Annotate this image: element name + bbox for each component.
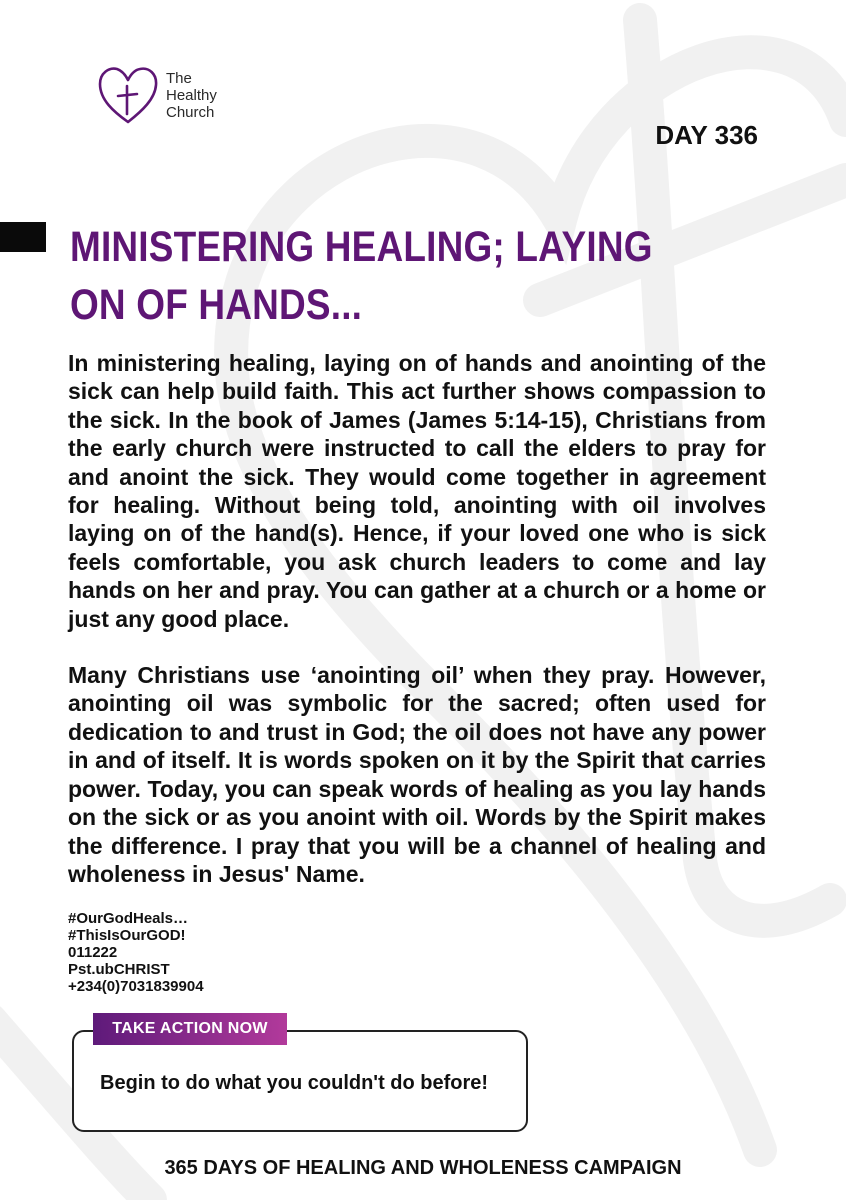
day-label: DAY 336 xyxy=(655,120,758,150)
article-body xyxy=(68,349,766,916)
page-title: MINISTERING HEALING; LAYING ON OF HANDS... xyxy=(70,223,653,329)
body-paragraph: In ministering healing, laying on of hands and anointing of the sick can help build faith. This act further shows compassion to the sick. In the book of James (James 5:14-15), Christians from the early church were instructed to call the elders to pray for and anoint the sick. They would come together in agreement for healing. Without being told, anointing with oil involves laying on of the hand(s). Hence, if your loved one who is sick feels comfortable, you ask church leaders to come and lay hands on her and pray. You can gather at a church or a home or just any good place. xyxy=(68,350,766,632)
take-action-badge: TAKE ACTION NOW xyxy=(93,1013,287,1045)
accent-bar xyxy=(0,222,46,252)
brand-name xyxy=(166,70,217,121)
phone-number: +234(0)7031839904 xyxy=(68,978,204,995)
author-meta xyxy=(68,910,204,995)
brand-name-line: Healthy xyxy=(166,86,217,104)
brand-name-line: Church xyxy=(166,103,215,121)
hashtag: #ThisIsOurGOD! xyxy=(68,927,186,944)
body-paragraph: Many Christians use ‘anointing oil’ when they pray. However, anointing oil was symbolic for the sacred; often used for dedication to and trust in God; the oil does not have any power in and of itself. It is words spoken on it by the Spirit that carries power. Today, you can speak words of healing as you lay hands on the sick or as you anoint with oil. Words by the Spirit makes the difference. I pray that you will be a channel of healing and wholeness in Jesus' Name. xyxy=(68,662,766,887)
post-date: 011222 xyxy=(68,944,118,961)
author-name: Pst.ubCHRIST xyxy=(68,961,170,978)
action-text: Begin to do what you couldn't do before! xyxy=(100,1072,489,1094)
campaign-footer: 365 DAYS OF HEALING AND WHOLENESS CAMPAIGN xyxy=(164,1157,682,1179)
heart-cross-icon xyxy=(96,64,160,126)
hashtag: #OurGodHeals… xyxy=(68,910,189,927)
brand-logo xyxy=(96,64,217,126)
brand-name-line: The xyxy=(166,69,192,87)
